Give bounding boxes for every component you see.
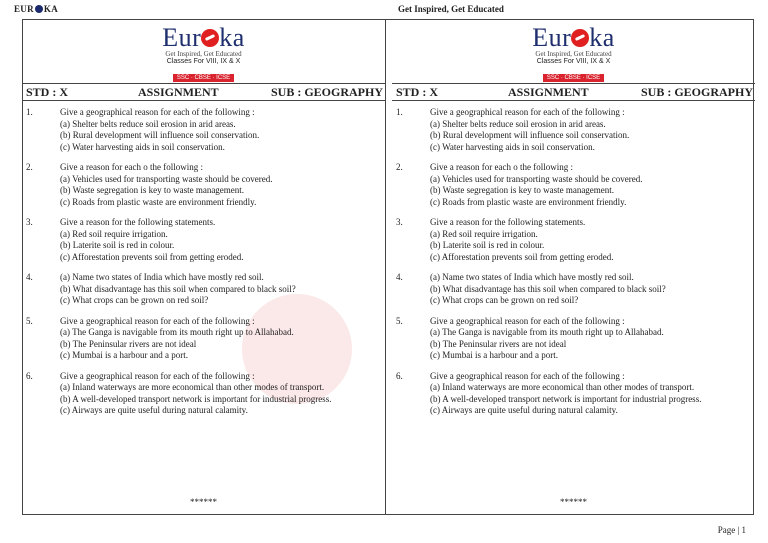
question-part: (a) Name two states of India which have mostly red soil. <box>60 272 264 282</box>
assignment-copy-right <box>392 19 755 515</box>
question-body <box>60 371 383 417</box>
question-part: (c) Mumbai is a harbour and a port. <box>60 350 188 360</box>
question-part: (c) Afforestation prevents soil from getting eroded. <box>430 251 614 262</box>
question-item <box>392 107 755 153</box>
question-part: (a) Red soil require irrigation. <box>430 228 538 239</box>
subject-label: SUB : GEOGRAPHY <box>270 85 383 99</box>
question-number: 1. <box>26 107 33 117</box>
question-part: (c) What crops can be grown on red soil? <box>60 295 209 305</box>
question-body <box>60 217 383 263</box>
question-part: (a) Shelter belts reduce soil erosion in arid areas. <box>60 118 236 129</box>
question-prompt: Give a geographical reason for each of the following : <box>430 107 625 117</box>
question-item <box>22 371 385 417</box>
logo-wordmark: Eur ka <box>162 23 245 52</box>
question-list <box>392 107 755 426</box>
question-number: 4. <box>26 272 33 282</box>
column-divider <box>385 19 386 515</box>
assignment-header <box>392 83 755 101</box>
logo-boards-badge: SSC · CBSE · ICSE <box>173 74 234 82</box>
question-part: (c) Mumbai is a harbour and a port. <box>430 350 558 360</box>
brand-logo-small <box>14 4 58 14</box>
question-part: (b) Rural development will influence soil conservation. <box>60 130 260 140</box>
brand-text-start: EUR <box>14 4 34 14</box>
logo-swirl-icon <box>571 29 589 47</box>
question-part: (a) Inland waterways are more economical than other modes of transport. <box>60 382 325 392</box>
question-prompt: Give a geographical reason for each of the following : <box>60 107 255 117</box>
question-part: (c) Airways are quite useful during natural calamity. <box>60 405 248 415</box>
std-label: STD : X <box>26 85 69 99</box>
question-body <box>60 162 383 208</box>
question-body <box>430 162 753 208</box>
question-part: (c) Water harvesting aids in soil conservation. <box>430 141 595 152</box>
question-part: (b) The Peninsular rivers are not ideal <box>430 338 567 349</box>
brand-text-end: KA <box>43 4 59 14</box>
assignment-copy-left <box>22 19 385 515</box>
assignment-title: ASSIGNMENT <box>138 85 219 99</box>
question-prompt: Give a reason for the following statements. <box>60 217 216 227</box>
question-body <box>430 371 753 417</box>
question-part: (b) What disadvantage has this soil when compared to black soil? <box>430 283 666 294</box>
question-prompt: Give a reason for each o the following : <box>430 162 573 172</box>
question-part: (b) The Peninsular rivers are not ideal <box>60 338 197 349</box>
question-part: (c) Water harvesting aids in soil conservation. <box>60 141 225 152</box>
logo-tagline: Get Inspired, Get Educated <box>535 50 612 58</box>
question-part: (c) Airways are quite useful during natural calamity. <box>430 405 618 415</box>
question-item <box>392 371 755 417</box>
question-part: (a) Shelter belts reduce soil erosion in arid areas. <box>430 118 606 129</box>
question-body <box>60 107 383 153</box>
logo-tagline: Get Inspired, Get Educated <box>165 50 242 58</box>
question-body <box>430 316 753 362</box>
logo-swirl-icon <box>201 29 219 47</box>
question-body <box>430 272 753 307</box>
question-number: 2. <box>26 162 33 172</box>
question-number: 2. <box>396 162 403 172</box>
question-item <box>22 162 385 208</box>
question-part: (c) What crops can be grown on red soil? <box>430 295 579 305</box>
question-prompt: Give a reason for the following statements. <box>430 217 586 227</box>
assignment-header <box>22 83 385 101</box>
question-part: (b) Laterite soil is red in colour. <box>60 240 175 250</box>
question-item <box>22 217 385 263</box>
question-part: (b) Laterite soil is red in colour. <box>430 240 545 250</box>
question-body <box>60 272 383 307</box>
question-part: (b) Rural development will influence soil conservation. <box>430 130 630 140</box>
question-part: (b) Waste segregation is key to waste management. <box>60 185 245 195</box>
question-number: 3. <box>26 217 33 227</box>
question-part: (a) Red soil require irrigation. <box>60 228 168 239</box>
question-part: (b) A well-developed transport network is important for industrial progress. <box>430 393 702 404</box>
question-part: (a) The Ganga is navigable from its mouth right up to Allahabad. <box>430 327 664 337</box>
question-part: (b) Waste segregation is key to waste management. <box>430 185 615 195</box>
question-part: (b) What disadvantage has this soil when compared to black soil? <box>60 283 296 294</box>
question-item <box>22 316 385 362</box>
question-number: 1. <box>396 107 403 117</box>
logo-classes: Classes For VIII, IX & X <box>166 58 241 65</box>
question-part: (c) Roads from plastic waste are environment friendly. <box>430 196 627 207</box>
question-number: 4. <box>396 272 403 282</box>
question-item <box>392 272 755 307</box>
question-prompt: Give a reason for each o the following : <box>60 162 203 172</box>
question-prompt: Give a geographical reason for each of the following : <box>430 315 625 326</box>
question-part: (a) Vehicles used for transporting waste should be covered. <box>430 173 643 184</box>
question-prompt: Give a geographical reason for each of the following : <box>60 370 255 381</box>
top-bar <box>0 0 768 18</box>
question-part: (a) The Ganga is navigable from its mouth right up to Allahabad. <box>60 327 294 337</box>
question-prompt: Give a geographical reason for each of the following : <box>430 370 625 381</box>
end-stars: ****** <box>190 497 217 507</box>
logo-wordmark: Eur ka <box>532 23 615 52</box>
question-number: 5. <box>26 315 33 326</box>
question-number: 6. <box>396 370 403 381</box>
question-list <box>22 107 385 426</box>
question-number: 3. <box>396 217 403 227</box>
question-item <box>392 162 755 208</box>
question-part: (b) A well-developed transport network is important for industrial progress. <box>60 393 332 404</box>
question-part: (a) Name two states of India which have mostly red soil. <box>430 272 634 282</box>
subject-label: SUB : GEOGRAPHY <box>640 85 753 99</box>
header-tagline: Get Inspired, Get Educated <box>398 4 504 14</box>
eureka-logo <box>392 23 755 84</box>
question-body <box>60 316 383 362</box>
question-body <box>430 217 753 263</box>
assignment-title: ASSIGNMENT <box>508 85 589 99</box>
question-part: (c) Afforestation prevents soil from getting eroded. <box>60 251 244 262</box>
question-number: 5. <box>396 315 403 326</box>
question-item <box>392 316 755 362</box>
question-item <box>22 272 385 307</box>
end-stars: ****** <box>560 497 587 507</box>
question-prompt: Give a geographical reason for each of the following : <box>60 315 255 326</box>
question-part: (c) Roads from plastic waste are environment friendly. <box>60 196 257 207</box>
question-number: 6. <box>26 370 33 381</box>
question-body <box>430 107 753 153</box>
std-label: STD : X <box>396 85 439 99</box>
eureka-logo <box>22 23 385 84</box>
logo-classes: Classes For VIII, IX & X <box>536 58 611 65</box>
question-item <box>22 107 385 153</box>
question-part: (a) Vehicles used for transporting waste should be covered. <box>60 173 273 184</box>
question-part: (a) Inland waterways are more economical than other modes of transport. <box>430 382 695 392</box>
page-number: Page | 1 <box>717 525 746 535</box>
question-item <box>392 217 755 263</box>
brand-circle-icon <box>35 5 43 13</box>
logo-boards-badge: SSC · CBSE · ICSE <box>543 74 604 82</box>
